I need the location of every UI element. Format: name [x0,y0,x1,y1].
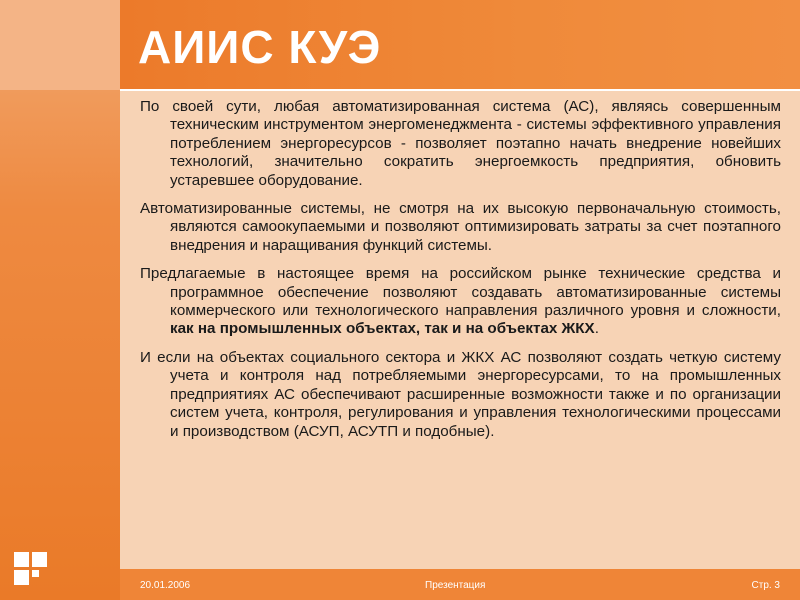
left-decorative-band [0,0,120,600]
slide-title: АИИС КУЭ [138,21,382,73]
left-band-top-block [0,0,120,90]
footer-date: 20.01.2006 [140,580,191,591]
paragraph-1: По своей сути, любая автоматизированная система (АС), являясь совершенным техническим инструментом энергоменеджмента - системы эффективного управления потреблением энергоресурсов - позволяет поэтапно начать внедрение новейших технологий, значительно сократить энергоемкость предприятия, обновить устаревшее оборудование. [140,98,781,189]
paragraph-2: Автоматизированные системы, не смотря на их высокую первоначальную стоимость, являются самоокупаемыми и позволяют оптимизировать затраты за счет поэтапного внедрения и наращивания функций системы. [140,200,781,254]
paragraph-4: И если на объектах социального сектора и ЖКХ АС позволяют создать четкую систему учета и контроля над потребляемыми энергоресурсами, то на промышленных предприятиях АС обеспечивают расширенные возможности также и по организации систем учета, контроля, регулирования и управления технологическими процессами и производством (АСУП, АСУТП и подобные). [140,348,781,440]
footer-page-number: Стр. 3 [751,580,780,591]
bold-highlight: как на промышленных объектах, так и на объектах ЖКХ [170,320,595,338]
paragraph-3: Предлагаемые в настоящее время на российском рынке технические средства и программное обеспечение позволяют создавать автоматизированные системы коммерческого или технологического направления различного уровня и сложности, как на промышленных объектах, так и на объектах ЖКХ. [140,265,781,338]
footer-title: Презентация [425,580,486,591]
slide-body [140,98,781,451]
squares-logo-icon [14,552,48,586]
